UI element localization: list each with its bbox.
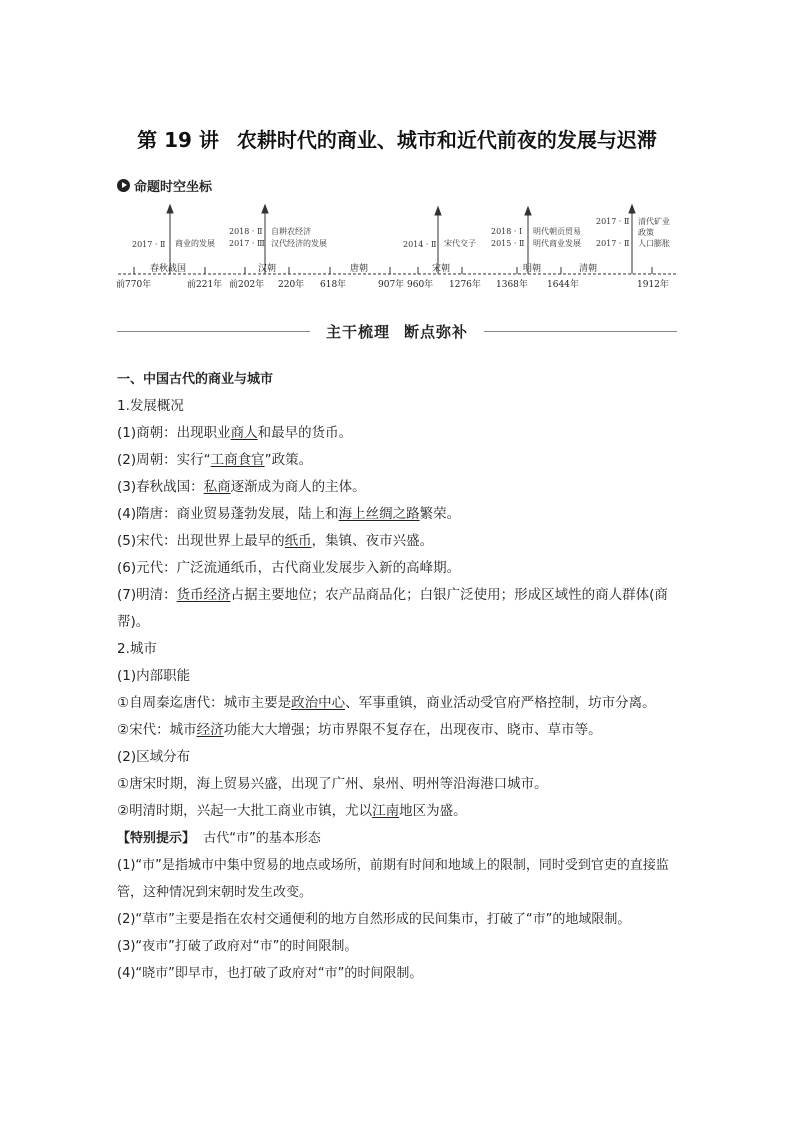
- key-term: 纸币: [284, 533, 312, 549]
- lesson-number: 第 19 讲: [137, 128, 219, 152]
- list-item: ①唐宋时期，海上贸易兴盛，出现了广州、泉州、明州等沿海港口城市。: [117, 776, 548, 792]
- event-label: 明代朝贡贸易: [533, 227, 581, 236]
- tip-item: (3)“夜市”打破了政府对“市”的时间限制。: [117, 939, 358, 954]
- year-label: 907年: [378, 280, 405, 290]
- exam-tag: 2018 · Ⅱ: [229, 227, 263, 236]
- event-label: 清代矿业: [638, 217, 670, 226]
- event-label: 人口膨胀: [638, 239, 670, 248]
- period-label: 春秋战国: [150, 264, 187, 274]
- list-item: (5)宋代：出现世界上最早的纸币，集镇、夜市兴盛。: [117, 533, 434, 549]
- page-title: [0, 124, 794, 153]
- period-label: 汉朝: [258, 264, 277, 274]
- year-label: 960年: [407, 280, 434, 290]
- list-item: (1)商朝：出现职业商人和最早的货币。: [117, 425, 353, 441]
- period-label: 明朝: [523, 264, 542, 274]
- key-term: 经济: [196, 722, 224, 738]
- key-term: 工商食官: [210, 452, 265, 468]
- main-content: [117, 366, 682, 987]
- sub-heading: (1)内部职能: [117, 668, 191, 684]
- list-item: (2)周朝：实行“工商食官”政策。: [117, 452, 313, 468]
- exam-tag: 2017 · Ⅱ: [132, 240, 166, 249]
- year-label: 1644年: [547, 280, 579, 290]
- sub-heading: (2)区域分布: [117, 749, 191, 765]
- list-item: (6)元代：广泛流通纸币，古代商业发展步入新的高峰期。: [117, 560, 461, 576]
- event-label: 明代商业发展: [533, 239, 581, 248]
- tip-item: (2)“草市”主要是指在农村交通便利的地方自然形成的民间集市，打破了“市”的地域限制。: [117, 912, 631, 927]
- timeline-heading: [117, 176, 212, 195]
- divider-line: [484, 331, 677, 332]
- tip-item: (1)“市”是指城市中集中贸易的地点或场所，前期有时间和地域上的限制，同时受到官吏的直接监管，这种情况到宋朝时发生改变。: [117, 858, 669, 900]
- event-label: 汉代经济的发展: [271, 239, 327, 248]
- play-circle-icon: [117, 179, 130, 192]
- list-item: ①自周秦迄唐代：城市主要是政治中心、军事重镇，商业活动受官府严格控制，坊市分离。: [117, 695, 656, 711]
- event-label: 政策: [638, 228, 654, 237]
- list-item: (3)春秋战国：私商逐渐成为商人的主体。: [117, 479, 366, 495]
- subsection-title: 2.城市: [117, 641, 157, 657]
- event-label: 自耕农经济: [271, 227, 311, 236]
- divider-line: [117, 331, 310, 332]
- period-label: 宋朝: [432, 264, 451, 274]
- section-heading-a: 主干梳理: [325, 322, 390, 341]
- exam-tag: 2017 · Ⅱ: [596, 239, 630, 248]
- list-item: ②宋代：城市经济功能大大增强；坊市界限不复存在，出现夜市、晓市、草市等。: [117, 722, 602, 738]
- key-term: 货币经济: [176, 587, 231, 603]
- section-heading: [117, 320, 677, 342]
- exam-tag: 2017 · Ⅱ: [596, 217, 630, 226]
- year-label: 前770年: [116, 280, 152, 290]
- key-term: 江南: [372, 803, 400, 819]
- period-label: 清朝: [579, 264, 598, 274]
- year-label: 前221年: [187, 280, 223, 290]
- year-label: 1912年: [637, 280, 669, 290]
- exam-tag: 2018 · Ⅰ: [491, 227, 523, 236]
- year-label: 618年: [320, 280, 347, 290]
- list-item: (7)明清：货币经济占据主要地位；农产品商品化；白银广泛使用；形成区域性的商人群体(商帮)。: [117, 587, 668, 630]
- year-label: 220年: [278, 280, 305, 290]
- subsection-title: 1.发展概况: [117, 398, 184, 414]
- year-label: 1276年: [449, 280, 481, 290]
- tip-item: (4)“晓市”即早市，也打破了政府对“市”的时间限制。: [117, 966, 423, 981]
- exam-tag: 2017 · Ⅲ: [229, 239, 265, 248]
- section-title: 一、中国古代的商业与城市: [117, 372, 274, 387]
- event-label: 商业的发展: [175, 239, 215, 248]
- key-term: 政治中心: [291, 695, 346, 711]
- key-term: 商人: [230, 425, 258, 441]
- year-label: 前202年: [229, 280, 265, 290]
- list-item: ②明清时期，兴起一大批工商业市镇，尤以江南地区为盛。: [117, 803, 467, 819]
- list-item: (4)隋唐：商业贸易蓬勃发展，陆上和海上丝绸之路繁荣。: [117, 506, 461, 522]
- key-term: 私商: [203, 479, 231, 495]
- timeline-heading-text: 命题时空坐标: [134, 180, 213, 195]
- year-label: 1368年: [496, 280, 528, 290]
- lesson-title: 农耕时代的商业、城市和近代前夜的发展与迟滞: [236, 128, 657, 152]
- event-label: 宋代交子: [444, 239, 476, 248]
- key-term: 海上丝绸之路: [338, 506, 420, 522]
- exam-tag: 2015 · Ⅱ: [491, 239, 525, 248]
- exam-tag: 2014 · Ⅱ: [403, 240, 437, 249]
- section-heading-b: 断点弥补: [404, 322, 469, 341]
- period-label: 唐朝: [350, 264, 369, 274]
- tip-heading: 【特别提示】 古代“市”的基本形态: [117, 831, 321, 846]
